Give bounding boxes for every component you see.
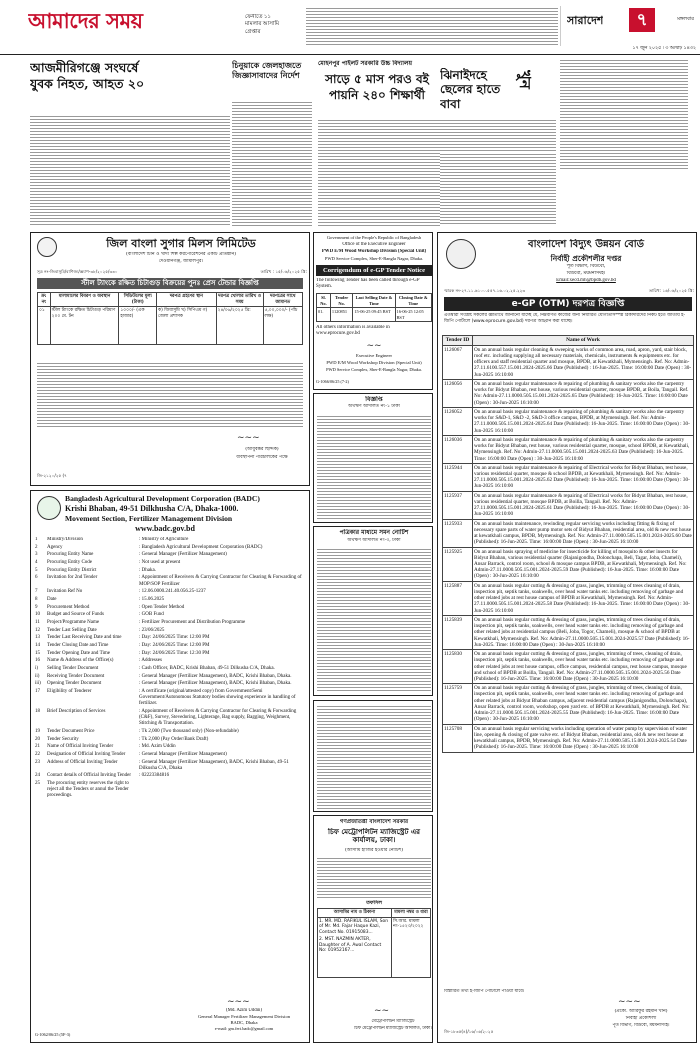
badc-signer: (Md. Azim Uddin) [226, 1008, 262, 1013]
bpdb-gd: জি-১৮৩৫(৪)/১৬/০৬/২০২৫ [444, 1029, 494, 1034]
th: মালামালের বিবরণ ও অবস্থান [50, 293, 119, 307]
badc-row-value: : A certificate (original/attested copy) from Government/Semi Government/Autonomous Statutory bodies showing experience in handling of fertilizer. [139, 689, 296, 707]
td: 16-06-25 12:05 BST [395, 308, 432, 322]
notice2-org: অর্থঋণ আদালত নং-৩, ঢাকা [347, 538, 401, 543]
sugar-mills-gd: জি-২১২০/২৫ (৭ [37, 473, 67, 478]
pwd-line2: Office of the Executive Engineer [342, 242, 406, 247]
badc-row-label: Name & Address of the Office(s) [47, 658, 114, 664]
pwd-intro: The following Tender has been called through e-GP System. [316, 278, 420, 290]
sugar-mills-signer: (আবুবক্কর ছিদ্দিক) [245, 447, 279, 452]
headline-school[interactable] [318, 72, 436, 112]
badc-row-no: iii) [35, 681, 41, 687]
badc-rows [35, 537, 307, 1007]
td [318, 917, 392, 977]
teaser-story [306, 6, 558, 46]
tender-row[interactable] [443, 435, 694, 463]
school-kicker: মোহনপুর পাইলট সরকারি উচ্চ বিদ্যালয় [318, 60, 413, 67]
badc-row [35, 612, 307, 618]
ad-badc[interactable] [30, 490, 310, 1043]
bpdb-signer: (প্রকৌ. আরিফুর রহমান খান) [614, 1009, 668, 1014]
th: Tender No. [330, 294, 352, 308]
bpdb-banner: e-GP (OTM) দরপত্র বিজ্ঞপ্তি [444, 297, 692, 311]
badc-row-no: 11 [35, 619, 40, 625]
tender-id: 1126036 [443, 435, 473, 463]
tender-work: On an annual basis regular maintenance & repairing of Electrical works for Bidyut Bhaban, rest house, various residential quarter, mosque & school BPDB, at Kewatkhali, Mymensingh. Ref. No: Admin-27.11.0000.505.15.001.2024-2025.62 Date (Published): 16-Jun-2025. Time: 16:00:00 Date (Open) : 30-Jun-2025 16:10:00 [473, 463, 694, 491]
badc-row [35, 737, 307, 743]
badc-row [35, 575, 307, 587]
td: ১০০০/- (এক হাজার) [119, 307, 157, 345]
badc-row-value: : Tk 2,000 (Two thousand only) (Non-refundable) [139, 728, 239, 734]
tender-row[interactable] [443, 519, 694, 547]
badc-row [35, 643, 307, 649]
badc-row-label: Address of Official Inviting Tender [47, 759, 118, 765]
tender-work: On an annual basis maintenance, rewinding regular servicing works including fitting & fixing of necessary spare parts of water pump motor sets of Bidyut Bhaban, residential area, old & new rest house at kewatkhali campus, BPDB, Mymensingh. Ref. No: Admin-27.11.0000.505.15.001.2024-2025.60 Date (Published): 16-Jun-2025. Time: 16:00:00 Date (Open) : 30-Jun-2025 16:10:00 [474, 520, 692, 546]
bpdb-office: নির্বাহী প্রকৌশলীর দপ্তর [550, 254, 622, 263]
teaser-line: ফেনীতে ১১ [245, 14, 271, 20]
tender-id: 1125887 [443, 581, 473, 615]
bpdb-date: তারিখ: ১৬/০৬/২০২৫ খ্রি: [649, 288, 694, 293]
badc-row-label: Ministry/Division [47, 537, 83, 542]
badc-row-no: 2 [35, 544, 38, 550]
badc-row-no: 23 [35, 759, 40, 765]
badc-row-value: : General Manager (Fertilizer Management) [139, 751, 227, 757]
badc-row [35, 589, 307, 595]
notice3-body [317, 704, 431, 810]
badc-row-value [139, 781, 307, 799]
schedule-table [317, 908, 431, 978]
signature: ~~ [374, 1006, 390, 1016]
th: Name of Work [473, 336, 694, 346]
sugar-mills-terms [37, 361, 303, 429]
badc-row-label: Agency [47, 544, 63, 550]
badc-row-label: Date [47, 596, 57, 602]
teaser-line: গ্রেপ্তার [245, 28, 261, 35]
badc-row-label: Opening Tender Document [47, 681, 102, 687]
tender-id: 1125708 [443, 724, 473, 752]
td: স্টীল ট্যাংকে রক্ষিত চিটাগুড় পরিমাণ ২০০ মে. টন [50, 307, 119, 345]
notice-court-2[interactable] [313, 526, 433, 696]
sugar-mills-sub: (বাংলাদেশ চিনি ও খাদ্য শিল্প করপোরেশনের একটি প্রতিষ্ঠান) [125, 252, 237, 257]
tender-id: 1125937 [443, 491, 473, 519]
badc-row [35, 681, 307, 687]
badc-row [35, 628, 307, 634]
ad-sugar-mills[interactable] [30, 232, 310, 486]
court-sub: (আসামি হাজির হওয়ার নোটিশ) [344, 848, 404, 853]
bpdb-signer-title: নির্বাহী প্রকৌশলী [625, 1016, 657, 1021]
tender-id: 1125925 [443, 547, 473, 581]
badc-row-label: Budget and Source of Funds [47, 612, 104, 618]
badc-row-no: i) [35, 666, 39, 672]
badc-row-no: 4 [35, 560, 38, 566]
story-chinuya-body [232, 100, 312, 226]
badc-email: e-mail: gm.fert.badc@gmail.com [214, 1026, 274, 1031]
td: 1120851 [330, 308, 352, 322]
notice1-org: অর্থঋণ আদালত নং-১ ঢাকা [348, 404, 400, 409]
tender-work: On an annual basis regular maintenance & repairing of plumbing & sanitary works also the carpentry works for S&D-1, S&D -2, S&D-3 office campus, BPDB, at Mymensingh. Ref. No: Admin-27.11.0000.505.15.001.2024-2025.64 Date (Published): 16-Jun-2025. Time: 16:00:00 Date (Open) : 30-Jun-2025 16:10:00 [473, 407, 694, 435]
badc-row-no: 7 [35, 589, 38, 595]
badc-row-label: Procurement Method [47, 604, 90, 610]
story-jhenaidah-body [440, 152, 556, 226]
badc-row-no: 16 [35, 658, 40, 664]
badc-address: Krishi Bhaban, 49-51 Dilkhusha C/A, Dhaka-1000. [65, 504, 239, 513]
pwd-signer3: PWD Service Complex, Sher-E-Bangla Nagar, Dhaka. [326, 367, 422, 372]
bpdb-dept: পূর্ত বিভাগ, বিউবো, [566, 264, 606, 269]
accused-entry: 1. MR. MD. RAFIKUL ISLAM, Son of Mr. Md. Fajar Haque Kazi, Contact No. 01915083... [319, 918, 388, 935]
tender-row[interactable] [443, 491, 694, 519]
bpdb-place: বিউবো, ময়মনসিংহ। [566, 271, 606, 276]
badc-row-no: 22 [35, 751, 40, 757]
pwd-banner: Corrigendum of e-GP Tender Notice [316, 265, 432, 276]
bpdb-tender-table [442, 335, 694, 985]
teaser[interactable] [245, 14, 305, 44]
bpdb-footer-note: বিস্তারিত তথ্য ই-জিপি পোর্টালে পাওয়া যাবে। [444, 989, 525, 994]
bpdb-memo: স্মারক নং-২৭.১১.৬১০০.৫৫৭.১৬.০২.২৫.২২৩ [444, 288, 526, 293]
badc-row-no: 24 [35, 773, 40, 779]
teaser-line: মামলার আসামি [245, 21, 280, 28]
th: দরপত্র খোলার তারিখ ও সময় [216, 293, 263, 307]
badc-row-value: : Tk 2,000 (Pay Order/Bank Draft) [139, 736, 209, 742]
td: ২৪/০৬/২০২৫ খ্রি: [216, 307, 263, 345]
badc-row-value: : 02223384816 [139, 773, 170, 779]
bpdb-signer-dept: পূর্ত বিভাগ, বিউবো, ময়মনসিংহ। [612, 1023, 670, 1028]
tender-row[interactable] [443, 581, 694, 615]
badc-row-label: Project/Programme Name [47, 619, 100, 625]
badc-row-no: 17 [35, 689, 40, 695]
tender-row[interactable] [443, 463, 694, 491]
badc-row-value: : Bangladesh Agricultural Development Corporation (BADC) [139, 544, 263, 550]
badc-row-value: : Day: 24/06/2025 Time: 12:00 PM [139, 643, 210, 649]
badc-row [35, 560, 307, 566]
badc-row-label: Eligibility of Tenderer [47, 689, 92, 695]
magistrate: মেট্রোপলিটন ম্যাজিস্ট্রেট [371, 1019, 415, 1024]
sugar-mills-memo: সূত্র নং-জিবাসুমি/বাণিজ্য/স্ক্র্যাপ-৩৮/২০২৫/৩৩০ [37, 269, 118, 274]
tender-work: On an annual basis regular maintenance & repairing of plumbing & sanitary works also the carpentry works for Bidyut Bhaban, rest house, various residential quarter, mosque, school BPDB, at Kewatkhali, Mymensingh. Ref. No: Admin-27.11.0000.505.15.001.2024-2025.63 Date (Published): 16-Jun-2025. Time: 16:00:00 Date (Open) : 30-Jun-2025 16:10:00 [473, 435, 694, 463]
tender-row[interactable] [443, 615, 694, 649]
badc-signer-title: General Manager Fertilizer Management Division [197, 1014, 291, 1019]
headline-text: সাড়ে ৫ মাস পরও বই পায়নি ২৪০ শিক্ষার্থী [325, 72, 429, 102]
badc-row-label: Contact details of Official Inviting Tender [47, 773, 132, 779]
badc-row-value: : Appointment of Receivers & Carrying Contractor for Clearing & Forwarding of MOP/SOP Fertilizer [139, 575, 302, 587]
tender-table [442, 335, 694, 753]
tender-id: 1126056 [443, 379, 473, 407]
tender-work: On an annual basis spraying of medicine for insecticide for killing of mosquito & other insects for Bidyut Bhaban, various residential quarter (Rajanigondha, Dolonchapa, Beli, Tagar, Joba, Chameli), Ansar Barrack, control room, school & mosque campus BPDB, at Kewatkhali, Mymensingh. Ref. No: Admin-27.11.0000.505.15.001.2024-2025.59 Date (Published): 16-Jun-2025. Time: 16:00:00 Date (Open) : 30-Jun-2025 16:10:00 [473, 547, 694, 581]
tender-work: On an annual basis regular cutting & dressing of grass, jungles, trimming of trees, cleaning of drain, inspection pit, septik tanks, soakwells, over head water tanks etc. including removing of garbage and other related jobs at Bidyut Bhaban campus, adjacent residential campus (Rajanigondha, Dolonchapa), Ansar Barrack, control room, workshop, open yard etc. of BPDB at Kewatkhali, Mymensingh. Ref. No: Admin-27.11.0000.505.15.001.2024-2025.55 Date (Published): 16-Jun-2025. Time: 16:00:00 Date (Open) : 30-Jun-2025 16:10:00 [473, 684, 694, 724]
badc-row [35, 605, 307, 611]
sugar-mills-table [37, 292, 303, 345]
th: Tender ID [443, 336, 473, 346]
sugar-mills-name: জিল বাংলা সুগার মিলস লিমিটেড [106, 237, 256, 250]
tender-id: 1126067 [443, 345, 473, 379]
pwd-line3: PWD E/M Wood Workshop Division (Special Unit) [321, 249, 427, 254]
badc-row [35, 760, 307, 772]
notice1-title: বিজ্ঞপ্তি [365, 396, 383, 403]
th: Closing Date & Time [395, 294, 432, 308]
td: ক) জিবাসুমি খ) সিপিএম গ) জেলা প্রশাসক [157, 307, 217, 345]
badc-row [35, 537, 307, 543]
notice-court-1[interactable] [313, 393, 433, 523]
bpdb-intro: এতদ্বারা সংশ্লিষ্ট সকলের জ্ঞাতার্থে জানানো যাচ্ছে যে, নিম্নবর্ণিত কাজের জন্য নির্ধারিত যোগ্যতাসম্পন্ন ঠিকাদারদের নিকট হতে জাতীয় ই-জিপি পোর্টালে (www.eprocure.gov.bd) দরপত্র আহ্বান করা যাচ্ছে। [444, 313, 686, 324]
signature: ~~~ [237, 433, 260, 443]
td: 15-06-25 09:45 BST [353, 308, 395, 322]
gov-title: গণপ্রজাতন্ত্রী বাংলাদেশ সরকার [339, 819, 409, 825]
pwd-signer2: PWD E/M Wood Workshop Division (Special Unit) [326, 360, 422, 365]
th: Sl. No. [317, 294, 331, 308]
badc-row [35, 744, 307, 750]
badc-row [35, 674, 307, 680]
badc-row-value: : General Manager (Fertilizer Management), BADC, Krishi Bhaban, Dhaka. [139, 681, 292, 687]
badc-signer-org: BADC, Dhaka [230, 1020, 258, 1025]
sugar-mills-logo [37, 237, 57, 257]
badc-row-value: : Md. Azim Uddin [139, 744, 176, 750]
badc-logo [37, 496, 61, 520]
badc-row-label: Invitation Ref No [47, 589, 83, 595]
notice-cmm-court[interactable] [313, 815, 433, 1043]
th: Last Selling Date & Time [353, 294, 395, 308]
td: ০১ [38, 307, 51, 345]
tender-row[interactable] [443, 547, 694, 581]
badc-row [35, 568, 307, 574]
badc-row-value: : Dhaka. [139, 567, 156, 573]
logo-text: আমাদের সময় [28, 8, 143, 33]
badc-row-value: : 23/06/2025 [139, 627, 165, 633]
headline-text: আজমীরিগঞ্জে সংঘর্ষে যুবক নিহত, আহত ২০ [30, 60, 145, 91]
badc-row [35, 689, 307, 707]
badc-row-label: Tender Opening Date and Time [47, 650, 110, 656]
tender-id: 1125839 [443, 615, 473, 649]
tender-work: On an annual basis regular cutting & dressing of grass, jungles, trimming of trees cleaning of drain, inspection pit, septik tanks, soakwells, over head water tanks etc. including removing of garbage and other related jobs at residential campus (Beli, Joba, Togor, Chameli), mosque & school of BPDB at Kewatkhali, Mymensingh. Ref. No: Admin-27.11.0000.505.15.001.2024-2025.57 Date (Published): 16-Jun-2025. Time: 16:00:00 Date (Open) : 30-Jun-2025 16:10:00 [473, 615, 694, 649]
signature: ~~ [366, 341, 382, 351]
badc-row-no: 8 [35, 596, 38, 602]
sugar-mills-signer-title: ব্যবস্থাপনা পরিচালকের পক্ষে [236, 455, 288, 460]
tender-work: On an annual basis regular maintenance & repairing of plumbing & sanitary works also the carpentry works for Bidyut Bhaban, rest house, various residential quarter, mosque BPDB, at Boila, Tangail. Ref. No: Admin-27.11.0000.505.15.001.2024-2025.65 Date (Published): 16-Jun-2025. Time: 16:00:00 Date (Open) : 30-Jun-2025 16:10:00 [473, 379, 694, 407]
badc-row-label: Procuring Entity Name [47, 552, 94, 558]
badc-row-value: : 12.06.0000.241.40.056.25-1237 [139, 589, 206, 595]
tender-id: 1126052 [443, 407, 473, 435]
badc-row-value: : Addresses [139, 658, 162, 664]
tender-work: On an annual basis regular maintenance & repairing of Electrical works for Bidyut Bhaban, rest house, various residential quarter, mosque BPDB, at Boilla, Tangail. Ref. No: Admin-27.11.0000.505.15.001.2024-2025.61 Date (Published): 16-Jun-2025. Time: 16:00:00 Date (Open) : 30-Jun-2025 16:10:00 [473, 491, 694, 519]
badc-row-value: : General Manager (Fertilizer Management), BADC, Krishi Bhaban, 49-51 Dilkusha C/A, Dhaka [139, 759, 289, 771]
headline-text: চিনুয়াকে জেলহাজতে জিজ্ঞাসাবাদের নির্দেশ [232, 60, 302, 81]
tender-work: On an annual basis regular cleaning & sweeping works of common area, road, apron, yard, stair block, roof etc. including supplying all necessary materials, chemicals, instruments & equipments etc. for officers and staff residential quarter and mosque, BPDB, at Kewatkhali, Mymensingh. Ref. No: Admin-27.11.6100.557.15.001.2024-2025.66 Date (Published) : 16-Jun-2025. Time: 16:00:00 Date (Open) : 30-Jun-2025 16:10:00 [473, 345, 694, 379]
badc-row-value: : General Manager (Fertilizer Management), BADC, Krishi Bhaban, Dhaka. [139, 673, 292, 679]
badc-row [35, 729, 307, 735]
sugar-mills-banner: স্টীল ট্যাংকে রক্ষিত চিটাগুড় বিক্রয়ের পুনঃ প্রেস টেন্ডার বিজ্ঞপ্তি [37, 278, 303, 289]
headline-text: ঝিনাইদহে ছেলের হাতে বাবা [440, 68, 501, 111]
issue-date: ১৭ জুন ২০২৫ ৷ ৩ আষাঢ় ১৪৩২ [632, 46, 696, 51]
masthead-rule [0, 54, 700, 55]
signature: ~~~ [618, 997, 641, 1007]
masthead-logo [28, 8, 168, 36]
pwd-signer: Executive Engineer [355, 353, 393, 358]
th: ক্র: নং [38, 293, 51, 307]
tender-work: On an annual basis regular cutting & dressing of grass, jungles, trimming of trees, cleaning of drain, inspection pit, septik tanks, soakwells, over head water tanks etc. including removing of garbage and other related jobs at rest house campus, office campus, residential campus, rest house campus, mosque and school of BPDB at Boilla, Tangail. Ref. No: Admin-27.11.0000.505.15.001.2024-2025.56 Date (Published): 16-Jun-2025. Time: 16:00:00 Date (Open) : 30-Jun-2025 16:10:00 [473, 650, 694, 684]
badc-row [35, 658, 307, 664]
tender-row[interactable] [443, 379, 694, 407]
badc-row-no: 13 [35, 635, 40, 641]
badc-row-no: 20 [35, 736, 40, 742]
badc-row-no: 3 [35, 552, 38, 558]
badc-row-no: 15 [35, 650, 40, 656]
badc-row-label: The procuring entity reserves the right to reject all the Tenders or annul the Tender proceedings. [47, 781, 129, 799]
badc-row-label: Tender Closing Date and Time [47, 643, 109, 649]
badc-row-label: Brief Description of Services [47, 709, 106, 715]
bpdb-name: বাংলাদেশ বিদ্যুৎ উন্নয়ন বোর্ড [528, 239, 644, 250]
badc-row-value: : GOB Fund [139, 612, 164, 618]
badc-row-value: : Cash Officer, BADC, Krishi Bhaban, 49-51 Dilkusha C/A, Dhaka. [139, 666, 275, 672]
badc-row [35, 781, 307, 799]
badc-row-value: : Open Tender Method [139, 604, 185, 610]
badc-row-no: 25 [35, 781, 40, 787]
pwd-line1: Government of the People's Republic of Bangladesh [326, 235, 422, 240]
notice-court-3[interactable] [313, 700, 433, 812]
notice2-title: পত্রিকার মাধ্যমে সমন নোটিশ [339, 529, 409, 536]
signature: ~~~ [227, 997, 250, 1007]
court-body [317, 856, 431, 898]
badc-row-no: ii) [35, 673, 40, 679]
badc-row-value: : Appointment of Receivers & Carrying Contractor for Clearing & Forwarding (C&F), Survey, Stevedoring, Lighterage, Bag supply, Bagging, Weighment, Stitching & Transportation. [139, 709, 297, 727]
th: আসামির নাম ও ঠিকানা [318, 909, 392, 918]
pwd-line4: PWD Service Complex, Sher-E-Bangla Nagar, Dhaka. [324, 256, 424, 261]
th: সিডিউলের মূল্য (টাকা) [119, 293, 157, 307]
ad-bpdb[interactable] [437, 232, 697, 1043]
badc-row [35, 635, 307, 641]
ad-pwd-corrigendum[interactable] [313, 232, 433, 390]
badc-row-label: Receiving Tender Document [47, 673, 105, 679]
folio [560, 6, 700, 46]
badc-title: Bangladesh Agricultural Development Corporation (BADC) [65, 494, 260, 503]
badc-row [35, 773, 307, 779]
tender-row[interactable] [443, 684, 694, 724]
badc-row [35, 552, 307, 558]
badc-division: Movement Section, Fertilizer Management Division [65, 514, 233, 523]
badc-row-label: Invitation for 2nd Tender [47, 575, 98, 581]
badc-row-label: Procuring Entity Code [47, 560, 92, 566]
badc-row-label: Procuring Entity District [47, 567, 97, 573]
badc-row-value: : Not used at present [139, 560, 181, 566]
page-number: ৭ [629, 8, 655, 32]
badc-row-no: 6 [35, 575, 38, 581]
notice2-body [317, 547, 431, 693]
tender-row[interactable] [443, 650, 694, 684]
headline-jhenaidah[interactable] [440, 68, 510, 138]
tender-row[interactable] [443, 724, 694, 752]
badc-row-label: Tender Document Price [47, 728, 95, 734]
badc-row-no: 14 [35, 643, 40, 649]
badc-row [35, 651, 307, 657]
schedule-label: তফসিল [366, 900, 382, 906]
badc-row-label: Name of Official Inviting Tender [47, 744, 114, 750]
badc-row-label: Selling Tender Document [47, 666, 99, 672]
section-title: সারাদেশ [567, 14, 604, 27]
badc-row-no: 10 [35, 612, 40, 618]
badc-row [35, 620, 307, 626]
sugar-mills-place: দেওয়ানগঞ্জ, জামালপুর। [158, 259, 204, 264]
badc-row [35, 666, 307, 672]
badc-row-label: Tender Last Receiving Date and time [47, 635, 122, 641]
th: মামলা নম্বর ও ধারা [392, 909, 431, 918]
badc-row [35, 597, 307, 603]
badc-row [35, 545, 307, 551]
sugar-mills-date: তারিখ : ১৫/০৬/২০২৫ খ্রি: [260, 269, 307, 274]
accused-entry: 2. MST. NAZMIN AKTER, Daughter of A. Awal Contact No: 01952167... [319, 937, 382, 953]
pwd-table [316, 293, 432, 322]
bpdb-logo [446, 239, 476, 269]
badc-web: www.badc.gov.bd [135, 524, 195, 533]
badc-row-no: 21 [35, 744, 40, 750]
badc-row-value: : Day: 24/06/2025 Time: 12:30 PM [139, 650, 210, 656]
tender-id: 1125944 [443, 463, 473, 491]
badc-row-no: 1 [35, 537, 38, 542]
td: ৫,০০,০০০/- (পাঁচ লক্ষ) [263, 307, 303, 345]
tender-id: 1125830 [443, 650, 473, 684]
badc-row-value: : General Manager (Fertilizer Management) [139, 552, 227, 558]
badc-row-value: : Day: 24/06/2025 Time: 12:00 PM [139, 635, 210, 641]
th: দরপত্র গ্রহণের স্থান [157, 293, 217, 307]
tender-work: On an annual basis regular servicing works including operation of water pump by supervision of water line, opening & closing of gate valve etc. of Bidyut Bhaban, residential area, old & new rest house at kewatkhali campus, BPDB, Mymensingh. Ref. No: Admin-27.11.0000.505.15.001.2024-2025.54 Date (Published): 16-Jun-2025. Time: 16:00:00 Date (Open) : 30-Jun-2025 16:10:00 [473, 724, 694, 752]
notice1-body [317, 414, 431, 520]
badc-row-no: 9 [35, 604, 38, 610]
td: সি.আর. মামলা নং-১৫২৩/২০২২ [392, 917, 431, 977]
th: দরপত্রের সাথে জামানত [263, 293, 303, 307]
badc-row-no: 19 [35, 728, 40, 734]
magistrate-court: চিফ মেট্রোপলিটন ম্যাজিস্ট্রেট আদালত, ঢাকা। [354, 1026, 432, 1031]
badc-gd: G-1062/06/25 (5F-3) [35, 1032, 71, 1037]
headline-azmiriganj[interactable] [30, 60, 165, 120]
bpdb-email[interactable]: Email:xecd.mh@bpdb.gov.bd [556, 278, 616, 283]
tender-row[interactable] [443, 345, 694, 379]
badc-row-no: 12 [35, 627, 40, 633]
td: 01. [317, 308, 331, 322]
court-title: চিফ মেট্রোপলিটন ম্যাজিস্ট্রেট এর কার্যালয়, ঢাকা। [327, 828, 421, 845]
badc-row [35, 752, 307, 758]
weekday: মঙ্গলবার [677, 16, 694, 22]
badc-row-label: Tender Security [47, 736, 79, 742]
headline-jhenaidah-accent: খুন [516, 70, 534, 89]
tender-row[interactable] [443, 407, 694, 435]
pwd-gd: G-1066/06/25 (7-2) [316, 379, 349, 384]
story-azmiriganj-body [30, 114, 230, 226]
tender-id: 1125759 [443, 684, 473, 724]
badc-row-label: Tender Last Selling Date [47, 627, 97, 633]
badc-row-value: : Fertilizer Procurement and Distribution Programme [139, 619, 246, 625]
pwd-other-info: All others information is available in www.eprocure.gov.bd [316, 325, 390, 337]
badc-row [35, 709, 307, 727]
tender-work: On an annual basis regular cutting & dressing of grass, jungles, trimming of trees cleaning of drain, inspection pit, septik tanks, soakwells, over head water tanks etc. including removing of garbage and other related jobs at rest house campus of BPDB at Kewatkhali, Mymensingh. Ref. No: Admin-27.11.0000.505.15.001.2024-2025.58 Date (Published): 16-Jun-2025. Time: 16:00:00 Date (Open) : 30-Jun-2025 16:10:00 [473, 581, 694, 615]
badc-row-no: 18 [35, 709, 40, 715]
badc-row-value: : 15.06.2025 [139, 596, 165, 602]
badc-row-label: Designation of Official Inviting Tender [47, 751, 126, 757]
story-right-top-body [560, 58, 688, 170]
badc-row-no: 5 [35, 567, 38, 573]
tender-id: 1125933 [443, 519, 473, 547]
badc-row-value: : Ministry of Agriculture [139, 537, 189, 542]
